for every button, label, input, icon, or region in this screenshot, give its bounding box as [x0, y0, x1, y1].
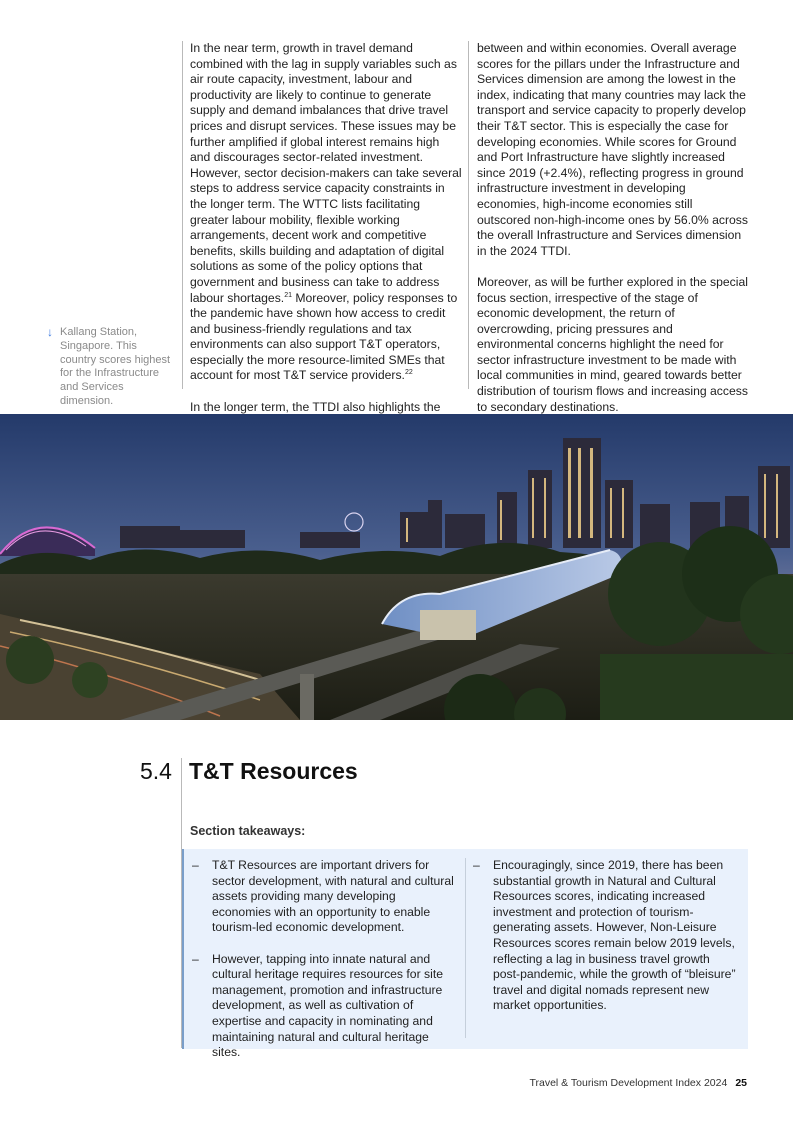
body-column-right	[477, 41, 749, 415]
bullet-dash: –	[192, 858, 199, 872]
paragraph: between and within economies. Overall average scores for the pillars under the Infrastructure and Services dimension are among the lowest in the index, indicating that many countries may lack the transport and service capacity to properly develop their T&T sector. This is especially the case for developing economies. While scores for Ground and Port Infrastructure have slightly increased since 2019 (+2.4%), reflecting progress in ground infrastructure investment in developing economies, high-income economies still outscored non-high-income ones by 56.0% across the overall Infrastructure and Services dimension in the 2024 TTDI.	[477, 41, 748, 258]
takeaways-column-left	[192, 858, 456, 1061]
publication-title: Travel & Tourism Development Index 2024	[529, 1077, 728, 1089]
footnote-ref-21[interactable]: 21	[284, 291, 292, 299]
column-divider-left	[182, 41, 183, 389]
column-divider-right	[468, 41, 469, 389]
bullet-dash: –	[192, 951, 199, 966]
section-title: T&T Resources	[189, 758, 358, 784]
takeaway-item: – Encouragingly, since 2019, there has been substantial growth in Natural and Cultural Resources scores, indicating increased investment and protection of tourism-generating assets. However, Non-Leisure Resources scores remain below 2019 levels, reflecting a lag in business travel growth post-pandemic, while the growth of “bleisure” travel and digital nomads represent new market opportunities.	[473, 858, 736, 1013]
takeaways-column-right	[473, 858, 739, 1014]
takeaway-item: – However, tapping into innate natural and cultural heritage requires resources for site management, promotion and infrastructure development, as well as cultivation of expertise and capacity in nominating and maintaining natural and cultural heritage sites.	[192, 951, 443, 1060]
page-footer	[529, 1077, 747, 1089]
caption-text: Kallang Station, Singapore. This country scores highest for the Infrastructure and Services dimension.	[60, 326, 171, 407]
kallang-station-photo	[0, 414, 793, 720]
takeaways-heading: Section takeaways:	[190, 824, 306, 838]
body-column-left	[190, 41, 462, 431]
page-number: 25	[735, 1077, 747, 1089]
paragraph: Moreover, as will be further explored in the special focus section, irrespective of the stage of economic development, the return of overcrowding, pricing pressures and environmental concerns highlight the need for sector infrastructure investment to be made with local communities in mind, geared towards better distribution of tourism flows and increasing access to secondary destinations.	[477, 274, 748, 414]
takeaway-item: – T&T Resources are important drivers for sector development, with natural and cultural assets providing many developing economies with an opportunity to enable tourism-led economic development.	[192, 858, 454, 935]
paragraph: In the near term, growth in travel demand combined with the lag in supply variables such as air route capacity, investment, labour and productivity are likely to continue to generate supply and demand imbalances that drive travel prices and disrupt services. These issues may be further amplified if global interest remains high and discourages sector-related investment. However, sector decision-makers can take several steps to address service capacity constraints in the longer term. The WTTC lists facilitating greater labour mobility, flexible working arrangements, decent work and competitive benefits, skills building and adaptation of digital solutions as some of the policy options that government and business can take to address labour shortages.$^{21}$ Moreover, policy responses to the pandemic have shown how access to credit and business-friendly regulations and tax environments can also support T&T operators, especially the more resource-limited SMEs that account for most T&T service providers.$^{22}$	[190, 41, 462, 383]
bullet-dash: –	[473, 858, 480, 872]
section-number: 5.4	[140, 758, 172, 784]
takeaways-column-divider	[465, 858, 466, 1038]
arrow-down-icon: ↓	[47, 325, 53, 339]
footnote-ref-22[interactable]: 22	[404, 369, 413, 377]
paragraph: In the longer term, the TTDI also highlights the	[190, 399, 441, 414]
